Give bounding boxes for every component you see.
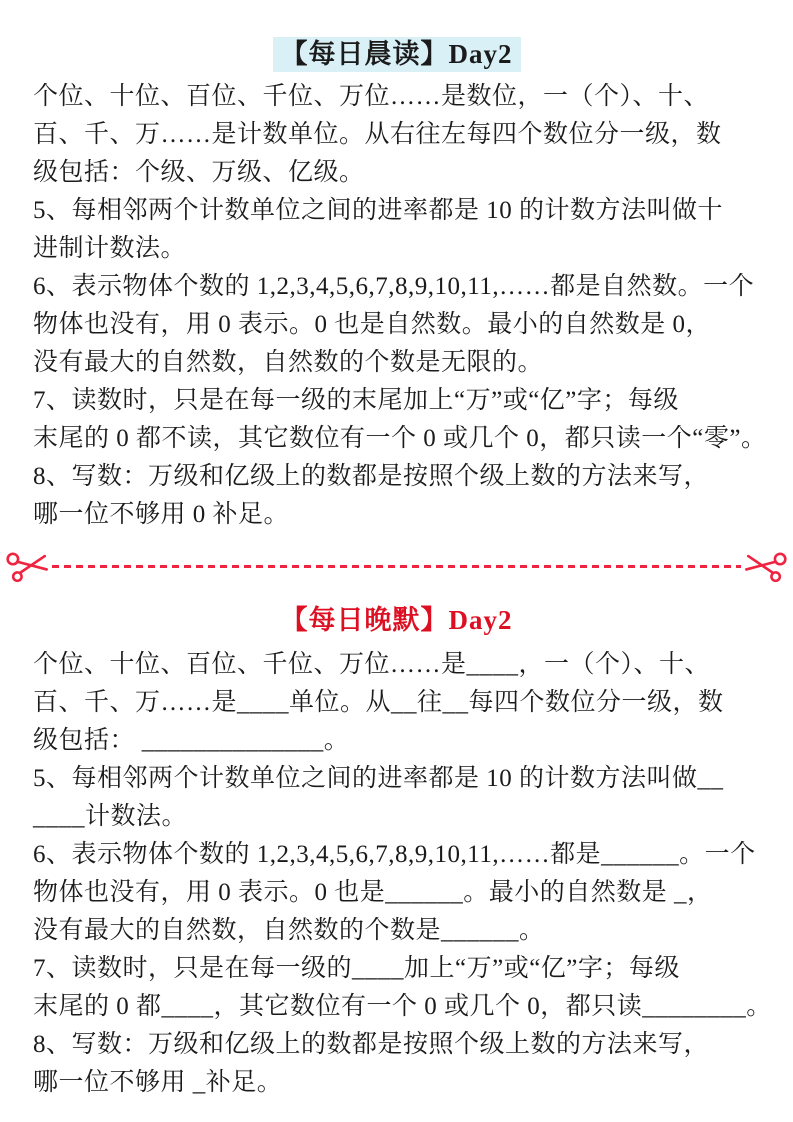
- morning-line-10: 末尾的 0 都不读，其它数位有一个 0 或几个 0，都只读一个“零”。: [33, 425, 767, 452]
- morning-line-11: 8、写数：万级和亿级上的数都是按照个级上数的方法来写，: [33, 463, 710, 490]
- morning-section-title: [0, 34, 793, 74]
- morning-line-3: 级包括：个级、万级、亿级。: [33, 159, 365, 186]
- evening-line-4: 5、每相邻两个计数单位之间的进率都是 10 的计数方法叫做__: [33, 765, 724, 792]
- evening-line-7: 物体也没有，用 0 表示。0 也是______。最小的自然数是 _，: [33, 879, 713, 906]
- evening-line-8: 没有最大的自然数，自然数的个数是______。: [33, 917, 545, 944]
- morning-line-7: 物体也没有，用 0 表示。0 也是自然数。最小的自然数是 0，: [33, 311, 712, 338]
- evening-line-10: 末尾的 0 都____，其它数位有一个 0 或几个 0，都只读________。: [33, 993, 772, 1020]
- scissors-icon: [4, 546, 52, 586]
- evening-section-title: [0, 600, 793, 640]
- evening-line-9: 7、读数时，只是在每一级的____加上“万”或“亿”字；每级: [33, 955, 680, 982]
- morning-line-8: 没有最大的自然数，自然数的个数是无限的。: [33, 349, 544, 376]
- evening-line-12: 哪一位不够用 _补足。: [33, 1069, 283, 1096]
- morning-title-text: 【每日晨读】Day2: [273, 37, 521, 72]
- cut-line: [0, 548, 793, 584]
- morning-line-1: 个位、十位、百位、千位、万位……是数位，一（个）、十、: [33, 83, 710, 110]
- scissors-icon: [741, 546, 789, 586]
- morning-line-4: 5、每相邻两个计数单位之间的进率都是 10 的计数方法叫做十: [33, 197, 724, 224]
- cut-dashed-line: [52, 565, 741, 568]
- morning-line-12: 哪一位不够用 0 补足。: [33, 501, 290, 528]
- morning-line-2: 百、千、万……是计数单位。从右往左每四个数位分一级，数: [33, 121, 722, 148]
- evening-line-3: 级包括： ______________。: [33, 727, 350, 754]
- morning-line-9: 7、读数时，只是在每一级的末尾加上“万”或“亿”字；每级: [33, 387, 679, 414]
- morning-line-5: 进制计数法。: [33, 235, 187, 262]
- evening-line-11: 8、写数：万级和亿级上的数都是按照个级上数的方法来写，: [33, 1031, 710, 1058]
- evening-section-body: [33, 646, 772, 1102]
- evening-title-text: 【每日晚默】Day2: [280, 605, 513, 635]
- evening-line-2: 百、千、万……是____单位。从__往__每四个数位分一级，数: [33, 689, 724, 716]
- evening-line-6: 6、表示物体个数的 1,2,3,4,5,6,7,8,9,10,11,……都是______。一个: [33, 841, 756, 868]
- morning-line-6: 6、表示物体个数的 1,2,3,4,5,6,7,8,9,10,11,……都是自然数。一个: [33, 273, 755, 300]
- morning-section-body: [33, 78, 767, 534]
- evening-line-5: ____计数法。: [33, 803, 188, 830]
- evening-line-1: 个位、十位、百位、千位、万位……是____，一（个）、十、: [33, 651, 711, 678]
